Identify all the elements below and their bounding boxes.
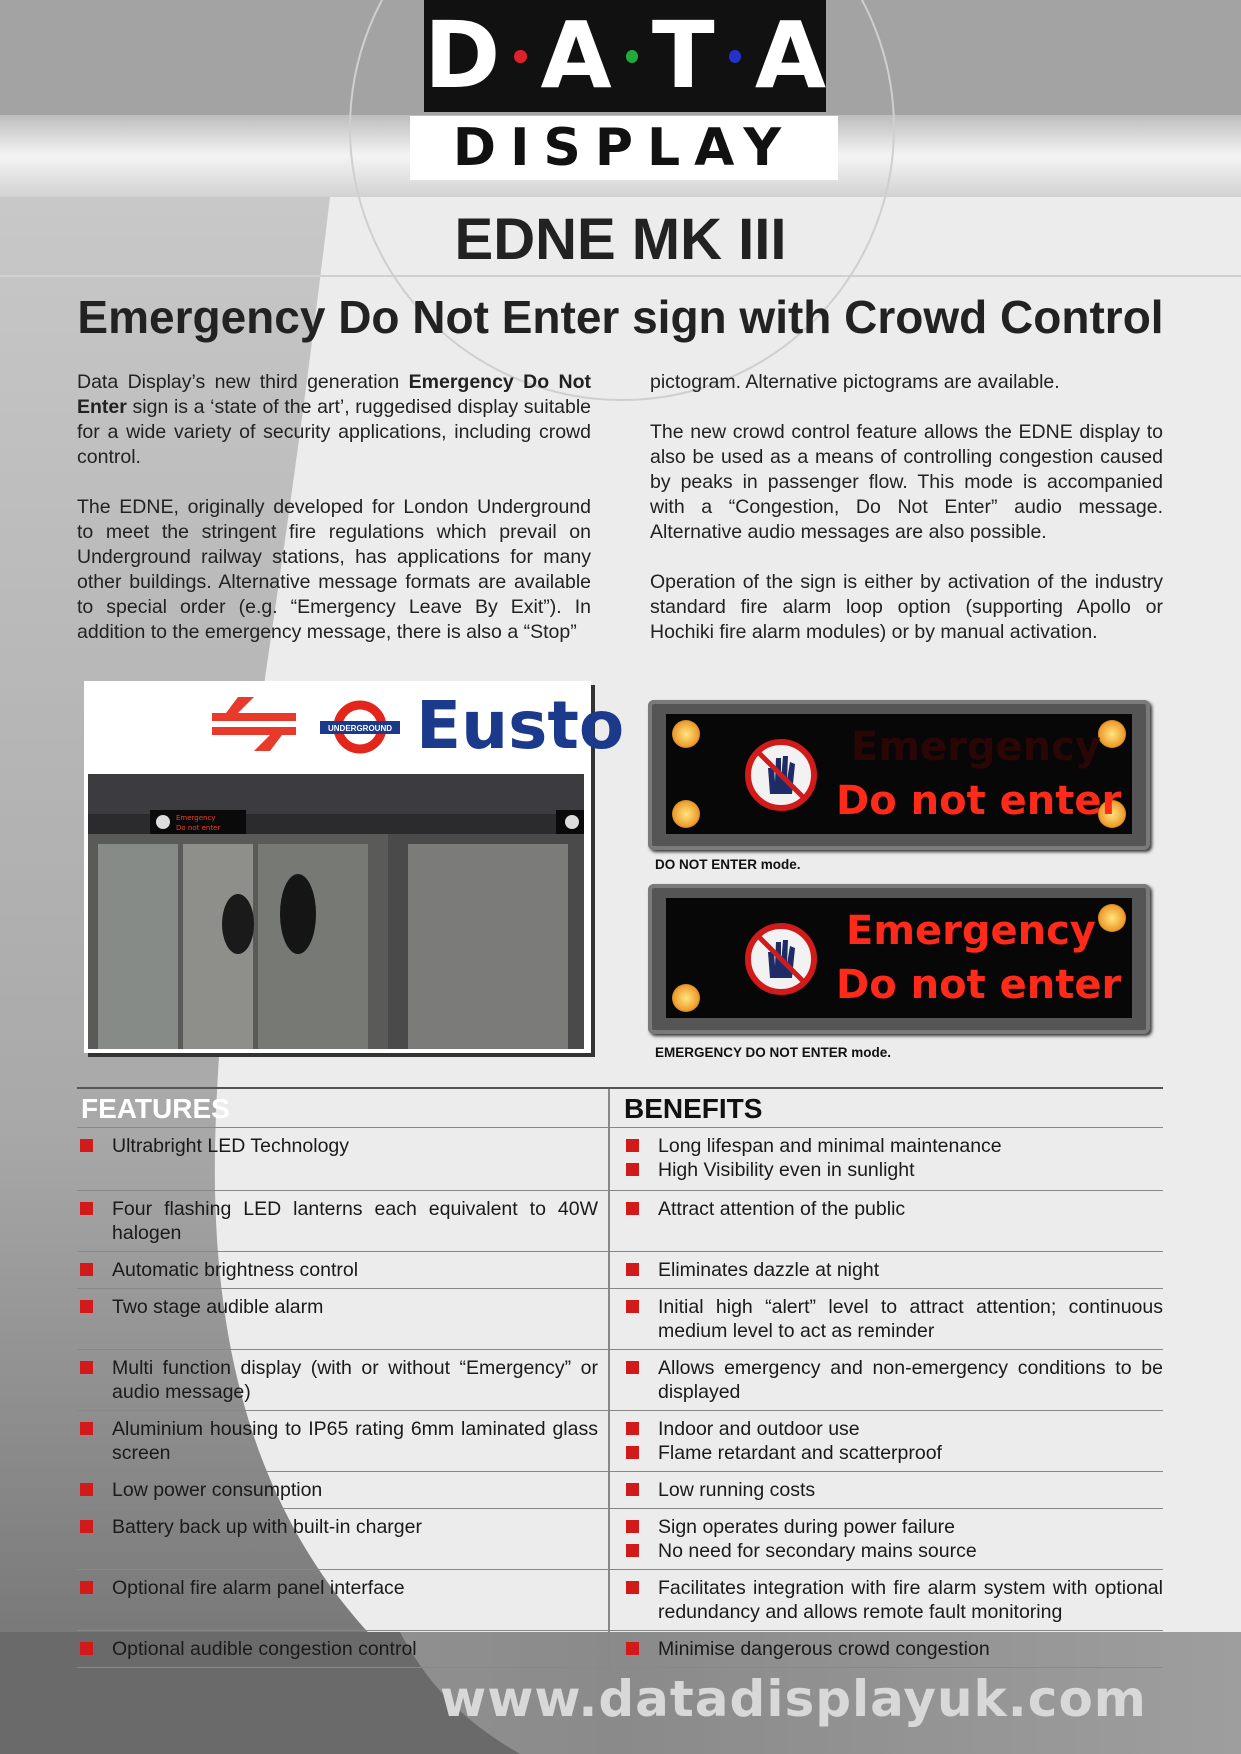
station-facade (84, 681, 625, 771)
feature-cell (77, 1289, 610, 1349)
station-photo (84, 681, 625, 1053)
logo-word: DISPLAY (452, 118, 796, 178)
benefit-cell (610, 1350, 1163, 1410)
feature-cell (77, 1509, 610, 1569)
led-line-do-not-enter: Do not enter (836, 778, 1122, 824)
bullet-icon (80, 1581, 93, 1594)
benefit-item (623, 1295, 1163, 1343)
stop-hand-icon (744, 922, 818, 996)
benefit-text: Long lifespan and minimal maintenance (658, 1135, 1002, 1157)
bullet-icon (626, 1642, 639, 1655)
intro-paragraph-3: pictogram. Alternative pictograms are available. (650, 371, 1060, 393)
table-row (77, 1631, 1163, 1668)
feature-text: Low power consumption (112, 1479, 323, 1501)
intro-paragraph-4: The new crowd control feature allows the EDNE display to also be used as a means of controlling congestion caused by peaks in passenger flow. This mode is accompanied with a “Congestion, Do Not Enter” audio message. Alternative audio messages are also possible. (650, 421, 1163, 543)
logo-letter: T (651, 2, 715, 109)
benefit-text: Low running costs (658, 1479, 816, 1501)
intro-product-name: Emergency Do Not Enter (77, 371, 592, 418)
sign1-caption: DO NOT ENTER mode. (655, 857, 801, 872)
benefit-cell (610, 1472, 1163, 1508)
led-screen (666, 714, 1132, 834)
benefit-text: Initial high “alert” level to attract attention; continuous medium level to act as reminder (658, 1296, 1163, 1342)
intro-paragraph-2: The EDNE, originally developed for London Underground to meet the stringent fire regulations which prevail on Underground railway stations, has applications for many other buildings. Alternative message formats are available to special order (e.g. “Emergency Leave By Exit”). In addition to the emergency message, there is also a “Stop” (77, 496, 591, 643)
feature-text: Aluminium housing to IP65 rating 6mm laminated glass screen (112, 1418, 598, 1464)
bullet-icon (80, 1483, 93, 1496)
benefit-cell (610, 1289, 1163, 1349)
intro-right-column (650, 370, 1163, 670)
bullet-icon (80, 1263, 93, 1276)
led-line-emergency-dim: Emergency (851, 724, 1101, 770)
feature-text: Four flashing LED lanterns each equivalent to 40W halogen (112, 1198, 598, 1244)
feature-text: Two stage audible alarm (112, 1296, 324, 1318)
benefit-item (623, 1197, 1163, 1221)
led-line-emergency: Emergency (846, 908, 1096, 954)
bullet-icon (626, 1520, 639, 1533)
stop-hand-icon (744, 738, 818, 812)
bullet-icon (626, 1163, 639, 1176)
features-header: FEATURES (77, 1089, 610, 1127)
bullet-icon (626, 1202, 639, 1215)
benefit-cell (610, 1128, 1163, 1190)
feature-cell (77, 1191, 610, 1251)
feature-item (77, 1295, 598, 1319)
led-screen (666, 898, 1132, 1018)
benefit-item (623, 1576, 1163, 1624)
feature-item (77, 1417, 598, 1465)
led-sign-do-not-enter (648, 700, 1150, 850)
bullet-icon (80, 1361, 93, 1374)
benefit-item (623, 1539, 1163, 1563)
led-line-do-not-enter: Do not enter (836, 962, 1122, 1008)
benefit-cell (610, 1252, 1163, 1288)
bullet-icon (626, 1300, 639, 1313)
station-entrance (88, 774, 584, 1049)
feature-text: Battery back up with built-in charger (112, 1516, 422, 1538)
benefit-item (623, 1134, 1163, 1158)
feature-item (77, 1134, 598, 1158)
website-url: www.datadisplayuk.com (440, 1670, 1147, 1728)
logo-dot-green (626, 50, 638, 63)
benefit-text: High Visibility even in sunlight (658, 1159, 915, 1181)
bullet-icon (626, 1263, 639, 1276)
intro-left-column (77, 370, 591, 670)
table-body (77, 1128, 1163, 1668)
benefit-text: Attract attention of the public (658, 1198, 906, 1220)
intro-paragraph-5: Operation of the sign is either by activation of the industry standard fire alarm loop option (supporting Apollo or Hochiki fire alarm modules) or by manual activation. (650, 571, 1163, 643)
feature-text: Optional fire alarm panel interface (112, 1577, 405, 1599)
feature-cell (77, 1252, 610, 1288)
table-row (77, 1570, 1163, 1631)
benefit-text: Allows emergency and non-emergency conditions to be displayed (658, 1357, 1163, 1403)
table-row (77, 1252, 1163, 1289)
lantern-icon (672, 800, 700, 828)
bullet-icon (626, 1361, 639, 1374)
lantern-icon (1098, 720, 1126, 748)
table-row (77, 1509, 1163, 1570)
benefit-item (623, 1417, 1163, 1441)
benefit-item (623, 1158, 1163, 1182)
benefit-item (623, 1441, 1163, 1465)
logo-letter: D (424, 2, 501, 109)
benefit-item (623, 1515, 1163, 1539)
benefit-text: Eliminates dazzle at night (658, 1259, 880, 1281)
feature-item (77, 1197, 598, 1245)
benefit-cell (610, 1570, 1163, 1630)
roundel-label: UNDERGROUND (328, 724, 392, 733)
feature-cell (77, 1128, 610, 1190)
logo-data (424, 0, 826, 112)
entrance-scene (88, 774, 584, 1049)
lantern-icon (1098, 904, 1126, 932)
benefit-cell (610, 1411, 1163, 1471)
benefit-text: No need for secondary mains source (658, 1540, 977, 1562)
benefit-text: Facilitates integration with fire alarm system with optional redundancy and allows remote fault monitoring (658, 1577, 1163, 1623)
feature-cell (77, 1631, 610, 1667)
feature-text: Ultrabright LED Technology (112, 1135, 350, 1157)
page-subtitle: Emergency Do Not Enter sign with Crowd Control (77, 291, 1164, 343)
benefit-text: Indoor and outdoor use (658, 1418, 860, 1440)
feature-item (77, 1637, 598, 1661)
features-benefits-table (77, 1087, 1163, 1668)
bullet-icon (626, 1139, 639, 1152)
bullet-icon (626, 1422, 639, 1435)
bullet-icon (626, 1544, 639, 1557)
table-row (77, 1289, 1163, 1350)
feature-item (77, 1515, 598, 1539)
benefit-item (623, 1478, 1163, 1502)
led-sign-emergency-do-not-enter (648, 884, 1150, 1034)
station-name: Eusto (416, 687, 625, 764)
intro-paragraph-1 (77, 370, 591, 470)
table-row (77, 1472, 1163, 1509)
logo-letter: A (754, 2, 827, 109)
feature-text: Multi function display (with or without “Emergency” or audio message) (112, 1357, 598, 1403)
bullet-icon (80, 1520, 93, 1533)
table-row (77, 1411, 1163, 1472)
logo-dot-red (514, 50, 526, 63)
intro-text: sign is a ‘state of the art’, ruggedised display suitable for a wide variety of security applications, including crowd control. (77, 396, 591, 468)
underground-roundel-icon (320, 701, 400, 753)
feature-text: Optional audible congestion control (112, 1638, 417, 1660)
intro-text: Data Display’s new third generation (77, 371, 409, 393)
page-title: EDNE MK III (454, 207, 787, 272)
feature-cell (77, 1350, 610, 1410)
sign2-caption: EMERGENCY DO NOT ENTER mode. (655, 1045, 892, 1060)
lantern-icon (672, 720, 700, 748)
table-row (77, 1191, 1163, 1252)
bullet-icon (80, 1300, 93, 1313)
benefits-header: BENEFITS (624, 1093, 763, 1124)
table-header (77, 1087, 1163, 1128)
benefit-item (623, 1258, 1163, 1282)
benefit-item (623, 1637, 1163, 1661)
bullet-icon (626, 1581, 639, 1594)
benefit-cell (610, 1631, 1163, 1667)
benefit-cell (610, 1191, 1163, 1251)
national-rail-icon (208, 693, 300, 753)
feature-cell (77, 1411, 610, 1471)
table-row (77, 1128, 1163, 1191)
feature-cell (77, 1570, 610, 1630)
benefit-text: Flame retardant and scatterproof (658, 1442, 942, 1464)
photo-sign-line2: Do not enter (176, 824, 221, 832)
feature-item (77, 1356, 598, 1404)
benefit-cell (610, 1509, 1163, 1569)
bullet-icon (80, 1202, 93, 1215)
feature-cell (77, 1472, 610, 1508)
benefit-text: Minimise dangerous crowd congestion (658, 1638, 990, 1660)
feature-item (77, 1258, 598, 1282)
bullet-icon (626, 1446, 639, 1459)
feature-item (77, 1576, 598, 1600)
benefit-item (623, 1356, 1163, 1404)
feature-text: Automatic brightness control (112, 1259, 359, 1281)
bullet-icon (626, 1483, 639, 1496)
benefit-text: Sign operates during power failure (658, 1516, 956, 1538)
logo-dot-blue (729, 50, 741, 63)
bullet-icon (80, 1139, 93, 1152)
feature-item (77, 1478, 598, 1502)
bullet-icon (80, 1422, 93, 1435)
table-row (77, 1350, 1163, 1411)
lantern-icon (672, 984, 700, 1012)
logo-display (410, 116, 838, 180)
logo-letter: A (540, 2, 612, 109)
bullet-icon (80, 1642, 93, 1655)
photo-sign-line1: Emergency (176, 814, 216, 822)
